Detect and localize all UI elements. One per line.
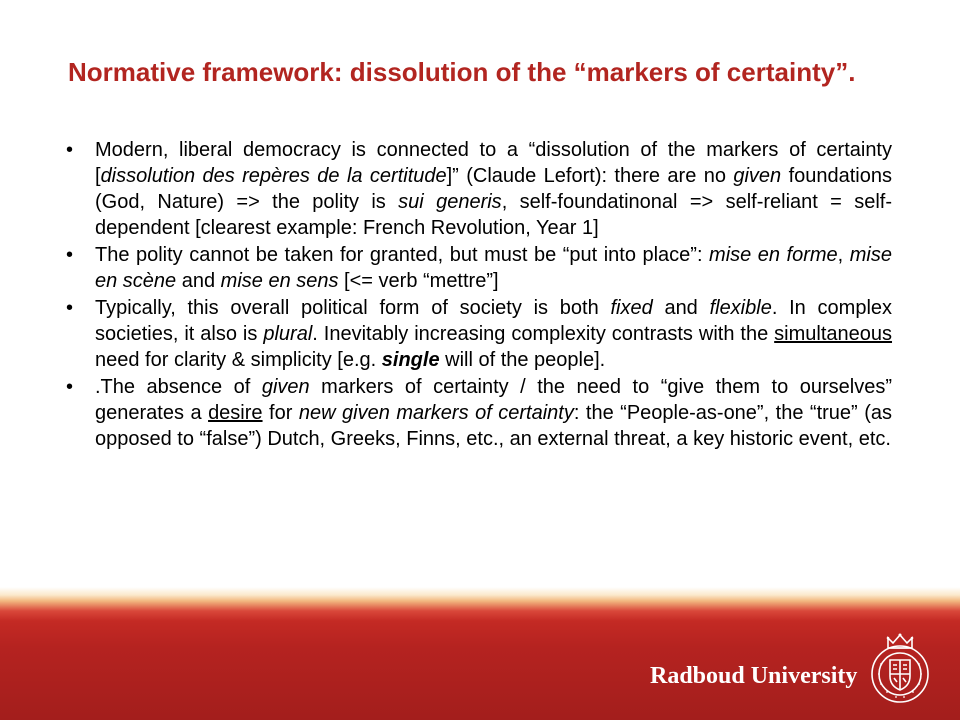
bullet-marker: • [66,376,74,398]
bullet-text-segment: sui generis [398,191,502,213]
bullet-text-segment: [<= verb “mettre”] [338,270,499,292]
bullet-text-segment: , [837,244,850,266]
bullet-text-segment: Typically, this overall political form of society is both [95,297,611,319]
bullet-text-segment: .The absence of [95,376,262,398]
bullet-text-segment: The polity cannot be taken for granted, but must be “put into place”: [95,244,710,266]
bullet-text-segment: for [262,402,299,424]
bullet-text-segment: and [176,270,221,292]
bullet-text-segment: , self-foundatinonal => self-reliant = self-dependent [clearest example: French Revolution, Year 1] [95,191,893,239]
footer-band [0,587,960,720]
bullet-marker: • [66,139,74,161]
bullet-text-segment: mise en sens [220,270,339,292]
bullet-text-segment: Modern, liberal democracy is connected to a “dissolution of the markers of certainty [ [95,139,892,187]
bullet-text-segment: . Inevitably increasing complexity contrasts with the [312,323,775,345]
bullet-marker: • [66,244,74,266]
bullet-text-segment: desire [208,402,263,424]
bullet-text-segment: mise en scène [95,244,892,292]
bullet-text-segment: and [652,297,710,319]
bullet-text-segment: plural [263,323,313,345]
university-name: Radboud University [650,663,858,689]
bullet-text-segment: simultaneous [774,323,893,345]
university-seal-icon [866,630,934,710]
bullet-text-segment: single [381,349,440,371]
bullet-text-segment: foundations (God, Nature) => the polity is [95,165,892,213]
bullet-text-segment: given [261,376,310,398]
bullet-text-segment: . In complex societies, it also is [95,297,893,345]
bullet-text-segment: new given markers of certainty [298,402,574,424]
slide-title: Normative framework: dissolution of the “markers of certainty”. [68,57,856,87]
bullet-text-segment: mise en forme [709,244,838,266]
bullet-list [66,137,892,453]
bullet-item-4 [66,374,892,452]
bullet-text-segment: flexible [709,297,772,319]
bullet-text-segment: will of the people]. [439,349,606,371]
bullet-text-segment: need for clarity & simplicity [e.g. [95,349,382,371]
bullet-text-segment: fixed [610,297,653,319]
bullet-marker: • [66,297,74,319]
bullet-item-2 [66,242,892,294]
bullet-text-segment: dissolution des repères de la certitude [100,165,447,187]
bullet-text-segment: : the “People-as-one”, the “true” (as opposed to “false”) Dutch, Greeks, Finns, etc., an external threat, a key historic event, etc. [95,402,892,450]
bullet-item-1 [66,137,892,241]
bullet-text-segment: markers of certainty / the need to “give them to ourselves” generates a [95,376,892,424]
bullet-text-segment: given [733,165,782,187]
bullet-text-segment: ]” (Claude Lefort): there are no [446,165,734,187]
bullet-item-3 [66,295,892,373]
